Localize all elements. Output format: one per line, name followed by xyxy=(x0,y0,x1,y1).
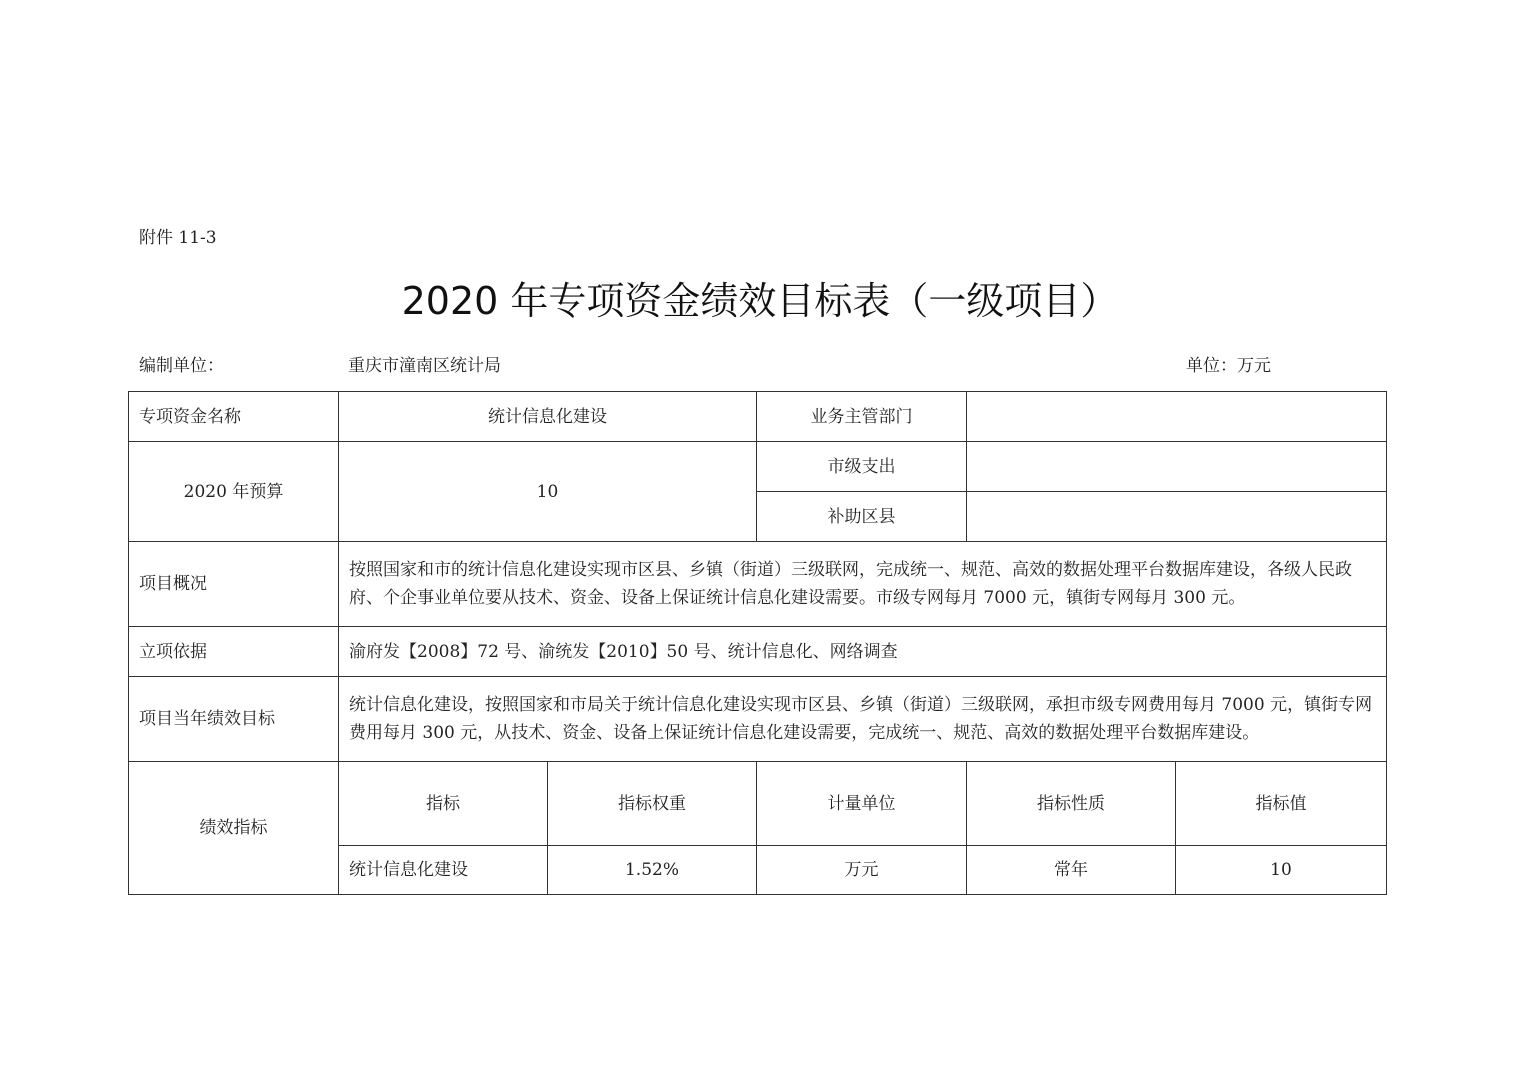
city-expense-value xyxy=(967,442,1387,492)
unit-label: 单位：万元 xyxy=(1186,356,1271,376)
indicator-header-cell: 计量单位 xyxy=(757,762,967,846)
indicator-header-cell: 指标值 xyxy=(1176,762,1387,846)
fund-name-value: 统计信息化建设 xyxy=(339,392,757,442)
goal-row xyxy=(129,677,1387,762)
indicator-header-row xyxy=(129,762,1387,846)
performance-goal-table xyxy=(128,391,1387,895)
fund-name-row xyxy=(129,392,1387,442)
indicator-section-label: 绩效指标 xyxy=(129,762,339,895)
page-title: 2020 年专项资金绩效目标表（一级项目） xyxy=(401,279,1119,323)
budget-label: 2020 年预算 xyxy=(129,442,339,542)
indicator-header-cell: 指标性质 xyxy=(967,762,1176,846)
indicator-cell: 1.52% xyxy=(548,846,757,895)
dept-value xyxy=(967,392,1387,442)
indicator-cell: 万元 xyxy=(757,846,967,895)
indicator-cell: 10 xyxy=(1176,846,1387,895)
fund-name-label: 专项资金名称 xyxy=(129,392,339,442)
city-expense-label: 市级支出 xyxy=(757,442,967,492)
overview-text: 按照国家和市的统计信息化建设实现市区县、乡镇（街道）三级联网，完成统一、规范、高效的数据处理平台数据库建设，各级人民政府、个企事业单位要从技术、资金、设备上保证统计信息化建设需要。市级专网每月 7000 元，镇街专网每月 300 元。 xyxy=(339,542,1387,627)
overview-label: 项目概况 xyxy=(129,542,339,627)
org-label: 编制单位： xyxy=(139,356,224,376)
goal-text: 统计信息化建设，按照国家和市局关于统计信息化建设实现市区县、乡镇（街道）三级联网，承担市级专网费用每月 7000 元，镇街专网费用每月 300 元，从技术、资金、设备上保证统计信息化建设需要，完成统一、规范、高效的数据处理平台数据库建设。 xyxy=(339,677,1387,762)
basis-text: 渝府发【2008】72 号、渝统发【2010】50 号、统计信息化、网络调查 xyxy=(339,627,1387,677)
indicator-header-cell: 指标 xyxy=(339,762,548,846)
budget-row xyxy=(129,442,1387,492)
dept-label: 业务主管部门 xyxy=(757,392,967,442)
indicator-cell: 统计信息化建设 xyxy=(339,846,548,895)
attachment-number: 附件 11-3 xyxy=(139,228,217,248)
indicator-header-cell: 指标权重 xyxy=(548,762,757,846)
district-subsidy-value xyxy=(967,492,1387,542)
basis-label: 立项依据 xyxy=(129,627,339,677)
budget-value: 10 xyxy=(339,442,757,542)
indicator-cell: 常年 xyxy=(967,846,1176,895)
overview-row xyxy=(129,542,1387,627)
basis-row xyxy=(129,627,1387,677)
district-subsidy-label: 补助区县 xyxy=(757,492,967,542)
org-name: 重庆市潼南区统计局 xyxy=(348,356,501,376)
goal-label: 项目当年绩效目标 xyxy=(129,677,339,762)
